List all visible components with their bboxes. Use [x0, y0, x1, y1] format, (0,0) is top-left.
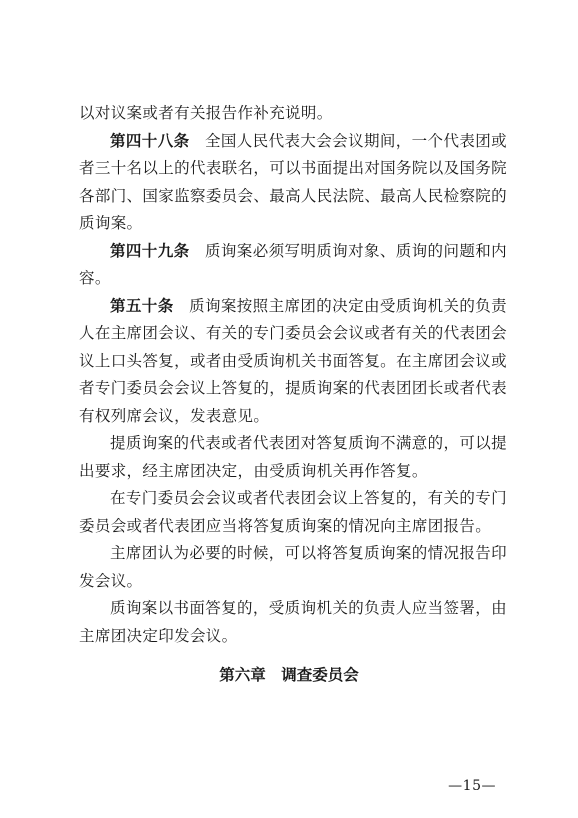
article-50-paragraph-4 [79, 540, 507, 595]
article-48 [79, 128, 507, 238]
article-50-paragraph-5 [79, 595, 507, 650]
paragraph-1-text: 以对议案或者有关报告作补充说明。 [79, 104, 333, 122]
article-49-number: 第四十九条 [110, 241, 190, 260]
article-50-text: 质询案按照主席团的决定由受质询机关的负责人在主席团会议、有关的专门委员会会议或者有关的代表团会议上口头答复，或者由受质询机关书面答复。在主席团会议或者专门委员会会议上答复的，提质询案的代表团团长或者代表有权列席会议，发表意见。 [79, 296, 507, 425]
paragraph-1 [79, 100, 507, 128]
chapter-heading: 第六章 调查委员会 [219, 666, 359, 684]
article-49 [79, 238, 507, 293]
article-50-paragraph-2-text: 提质询案的代表或者代表团对答复质询不满意的，可以提出要求，经主席团决定，由受质询机关再作答复。 [79, 434, 507, 480]
article-50-paragraph-2 [79, 430, 507, 485]
page-number: —15— [448, 778, 496, 794]
article-50-number: 第五十条 [110, 296, 174, 315]
article-50-paragraph-4-text: 主席团认为必要的时候，可以将答复质询案的情况报告印发会议。 [79, 544, 507, 590]
article-50 [79, 293, 507, 431]
article-48-number: 第四十八条 [110, 131, 190, 150]
article-50-paragraph-3 [79, 485, 507, 540]
article-50-paragraph-5-text: 质询案以书面答复的，受质询机关的负责人应当签署，由主席团决定印发会议。 [79, 599, 507, 645]
body-text [79, 100, 507, 650]
article-48-text: 全国人民代表大会会议期间，一个代表团或者三十名以上的代表联名，可以书面提出对国务院以及国务院各部门、国家监察委员会、最高人民法院、最高人民检察院的质询案。 [79, 131, 507, 232]
article-50-paragraph-3-text: 在专门委员会会议或者代表团会议上答复的，有关的专门委员会或者代表团应当将答复质询案的情况向主席团报告。 [79, 489, 507, 535]
article-49-text: 质询案必须写明质询对象、质询的问题和内容。 [79, 241, 507, 287]
